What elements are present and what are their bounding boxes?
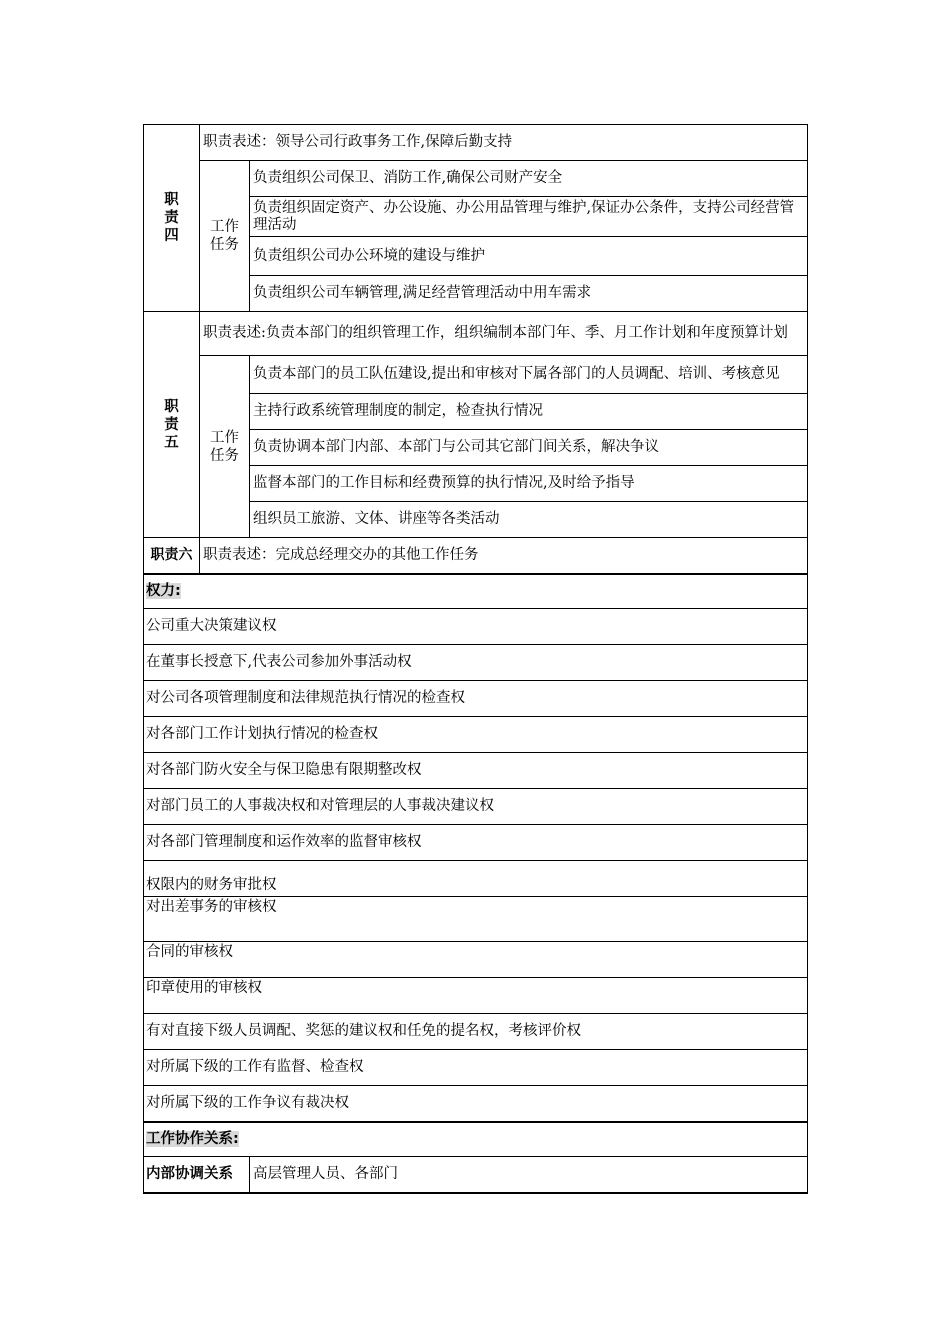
relations-heading-text: 工作协作关系: xyxy=(146,1130,239,1147)
relations-heading xyxy=(144,1122,808,1157)
power-item-6: 对部门员工的人事裁决权和对管理层的人事裁决建议权 xyxy=(144,789,808,825)
power-item-8: 权限内的财务审批权 xyxy=(144,861,808,897)
duty4-task-4: 负责组织公司车辆管理,满足经营管理活动中用车需求 xyxy=(250,276,808,312)
duty4-task-1: 负责组织公司保卫、消防工作,确保公司财产安全 xyxy=(250,161,808,197)
power-item-2: 在董事长授意下,代表公司参加外事活动权 xyxy=(144,645,808,681)
power-item-11: 印章使用的审核权 xyxy=(144,978,808,1014)
duty-table xyxy=(143,124,808,1194)
duty5-task-5: 组织员工旅游、文体、讲座等各类活动 xyxy=(250,502,808,538)
power-item-7: 对各部门管理制度和运作效率的监督审核权 xyxy=(144,825,808,861)
power-item-12: 有对直接下级人员调配、奖惩的建议权和任免的提名权，考核评价权 xyxy=(144,1014,808,1050)
duty5-task-2: 主持行政系统管理制度的制定，检查执行情况 xyxy=(250,394,808,430)
internal-relations-value: 高层管理人员、各部门 xyxy=(250,1157,808,1193)
duty5-description: 职责表述:负责本部门的组织管理工作，组织编制本部门年、季、月工作计划和年度预算计划 xyxy=(200,312,808,356)
job-description-document xyxy=(143,124,807,1194)
power-item-14: 对所属下级的工作争议有裁决权 xyxy=(144,1086,808,1122)
duty5-task-label: 工作 任务 xyxy=(200,356,250,538)
power-item-1: 公司重大决策建议权 xyxy=(144,609,808,645)
duty5-task-1: 负责本部门的员工队伍建设,提出和审核对下属各部门的人员调配、培训、考核意见 xyxy=(250,356,808,394)
duty4-task-label: 工作 任务 xyxy=(200,161,250,312)
power-item-5: 对各部门防火安全与保卫隐患有限期整改权 xyxy=(144,753,808,789)
power-item-13: 对所属下级的工作有监督、检查权 xyxy=(144,1050,808,1086)
duty4-task-2: 负责组织固定资产、办公设施、办公用品管理与维护,保证办公条件，支持公司经营管理活动 xyxy=(250,197,808,237)
power-item-10: 合同的审核权 xyxy=(144,942,808,978)
duty5-task-3: 负责协调本部门内部、本部门与公司其它部门间关系，解决争议 xyxy=(250,430,808,466)
duty5-label: 职 责 五 xyxy=(144,312,200,538)
duty6-label: 职责六 xyxy=(144,538,200,574)
power-item-4: 对各部门工作计划执行情况的检查权 xyxy=(144,717,808,753)
powers-heading xyxy=(144,574,808,609)
powers-heading-text: 权力: xyxy=(146,582,181,599)
duty6-description: 职责表述：完成总经理交办的其他工作任务 xyxy=(200,538,808,574)
duty5-task-4: 监督本部门的工作目标和经费预算的执行情况,及时给予指导 xyxy=(250,466,808,502)
power-item-9: 对出差事务的审核权 xyxy=(144,897,808,942)
duty4-label: 职 责 四 xyxy=(144,125,200,312)
duty4-description: 职责表述：领导公司行政事务工作,保障后勤支持 xyxy=(200,125,808,161)
duty4-task-3: 负责组织公司办公环境的建设与维护 xyxy=(250,237,808,276)
power-item-3: 对公司各项管理制度和法律规范执行情况的检查权 xyxy=(144,681,808,717)
internal-relations-label: 内部协调关系 xyxy=(144,1157,250,1193)
